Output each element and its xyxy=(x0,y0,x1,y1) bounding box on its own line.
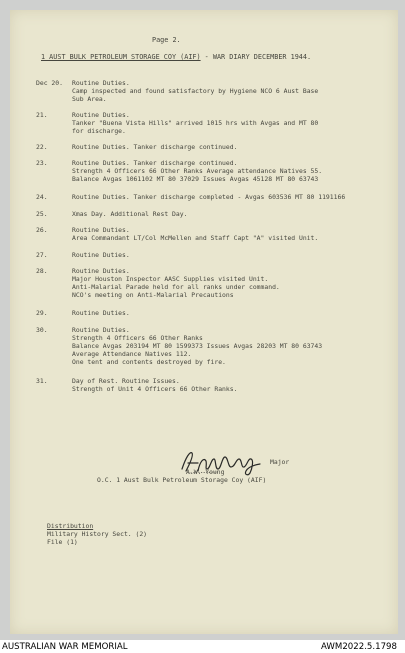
entry-line: Camp inspected and found satisfactory by Hygiene NCO 6 Aust Base xyxy=(72,87,319,95)
entry-date: 24. xyxy=(36,193,48,201)
entry-line: Strength of Unit 4 Officers 66 Other Ranks. xyxy=(72,385,238,393)
entry-line: Routine Duties. Tanker discharge continued. xyxy=(72,159,238,167)
entry-line: Strength 4 Officers 66 Other Ranks xyxy=(72,334,203,342)
entry-line: Routine Duties. xyxy=(72,309,130,317)
entry-line: for discharge. xyxy=(72,127,126,135)
entry-line: Routine Duties. xyxy=(72,326,130,334)
entry-line: Routine Duties. xyxy=(72,111,130,119)
entry-line: Xmas Day. Additional Rest Day. xyxy=(72,210,188,218)
entry-line: One tent and contents destroyed by fire. xyxy=(72,358,226,366)
entry-line: Tanker "Buena Vista Hills" arrived 1015 hrs with Avgas and MT 80 xyxy=(72,119,319,127)
entry-date: 21. xyxy=(36,111,48,119)
entry-date: 25. xyxy=(36,210,48,218)
entry-date: 27. xyxy=(36,251,48,259)
entry-line: Anti-Malarial Parade held for all ranks under command. xyxy=(72,283,280,291)
entry-line: Routine Duties. Tanker discharge completed - Avgas 603536 MT 80 1191166 xyxy=(72,193,346,201)
signatory-title: O.C. 1 Aust Bulk Petroleum Storage Coy (AIF) xyxy=(97,476,267,484)
entry-date: 28. xyxy=(36,267,48,275)
entry-line: NCO's meeting on Anti-Malarial Precautions xyxy=(72,291,234,299)
distribution-line: File (1) xyxy=(47,538,78,546)
page-number: Page 2. xyxy=(152,36,181,44)
entry-date: Dec 20. xyxy=(36,79,63,87)
entry-line: Routine Duties. xyxy=(72,267,130,275)
signatory-rank: Major xyxy=(270,458,290,466)
entry-line: Area Commandant LT/Col McMellen and Staff Capt "A" visited Unit. xyxy=(72,234,319,242)
entry-line: Balance Avgas 203194 MT 80 1599373 Issues Avgas 28203 MT 80 63743 xyxy=(72,342,323,350)
heading-diary-title: - WAR DIARY DECEMBER 1944. xyxy=(200,53,312,61)
entry-date: 23. xyxy=(36,159,48,167)
entry-line: Strength 4 Officers 66 Other Ranks Average attendance Natives 55. xyxy=(72,167,323,175)
entry-line: Routine Duties. xyxy=(72,79,130,87)
entry-line: Sub Area. xyxy=(72,95,107,103)
entry-date: 29. xyxy=(36,309,48,317)
entry-date: 26. xyxy=(36,226,48,234)
entry-line: Routine Duties. xyxy=(72,251,130,259)
archive-credit: AUSTRALIAN WAR MEMORIAL xyxy=(2,642,128,652)
entry-line: Major Houston Inspector AASC Supplies visited Unit. xyxy=(72,275,269,283)
distribution-heading: Distribution xyxy=(47,522,94,530)
entry-date: 31. xyxy=(36,377,48,385)
signatory-name: A.W. Young xyxy=(186,468,225,476)
entry-date: 30. xyxy=(36,326,48,334)
heading-unit-name: 1 AUST BULK PETROLEUM STORAGE COY (AIF) xyxy=(41,53,201,61)
entry-line: Average Attendance Natives 112. xyxy=(72,350,192,358)
entry-line: Balance Avgas 1061102 MT 80 37029 Issues Avgas 45128 MT 80 63743 xyxy=(72,175,319,183)
archive-reference-id: AWM2022.5.1798 xyxy=(321,642,397,652)
entry-line: Routine Duties. xyxy=(72,226,130,234)
entry-line: Day of Rest. Routine Issues. xyxy=(72,377,180,385)
document-heading xyxy=(41,54,311,62)
entry-date: 22. xyxy=(36,143,48,151)
entry-line: Routine Duties. Tanker discharge continued. xyxy=(72,143,238,151)
distribution-line: Military History Sect. (2) xyxy=(47,530,148,538)
